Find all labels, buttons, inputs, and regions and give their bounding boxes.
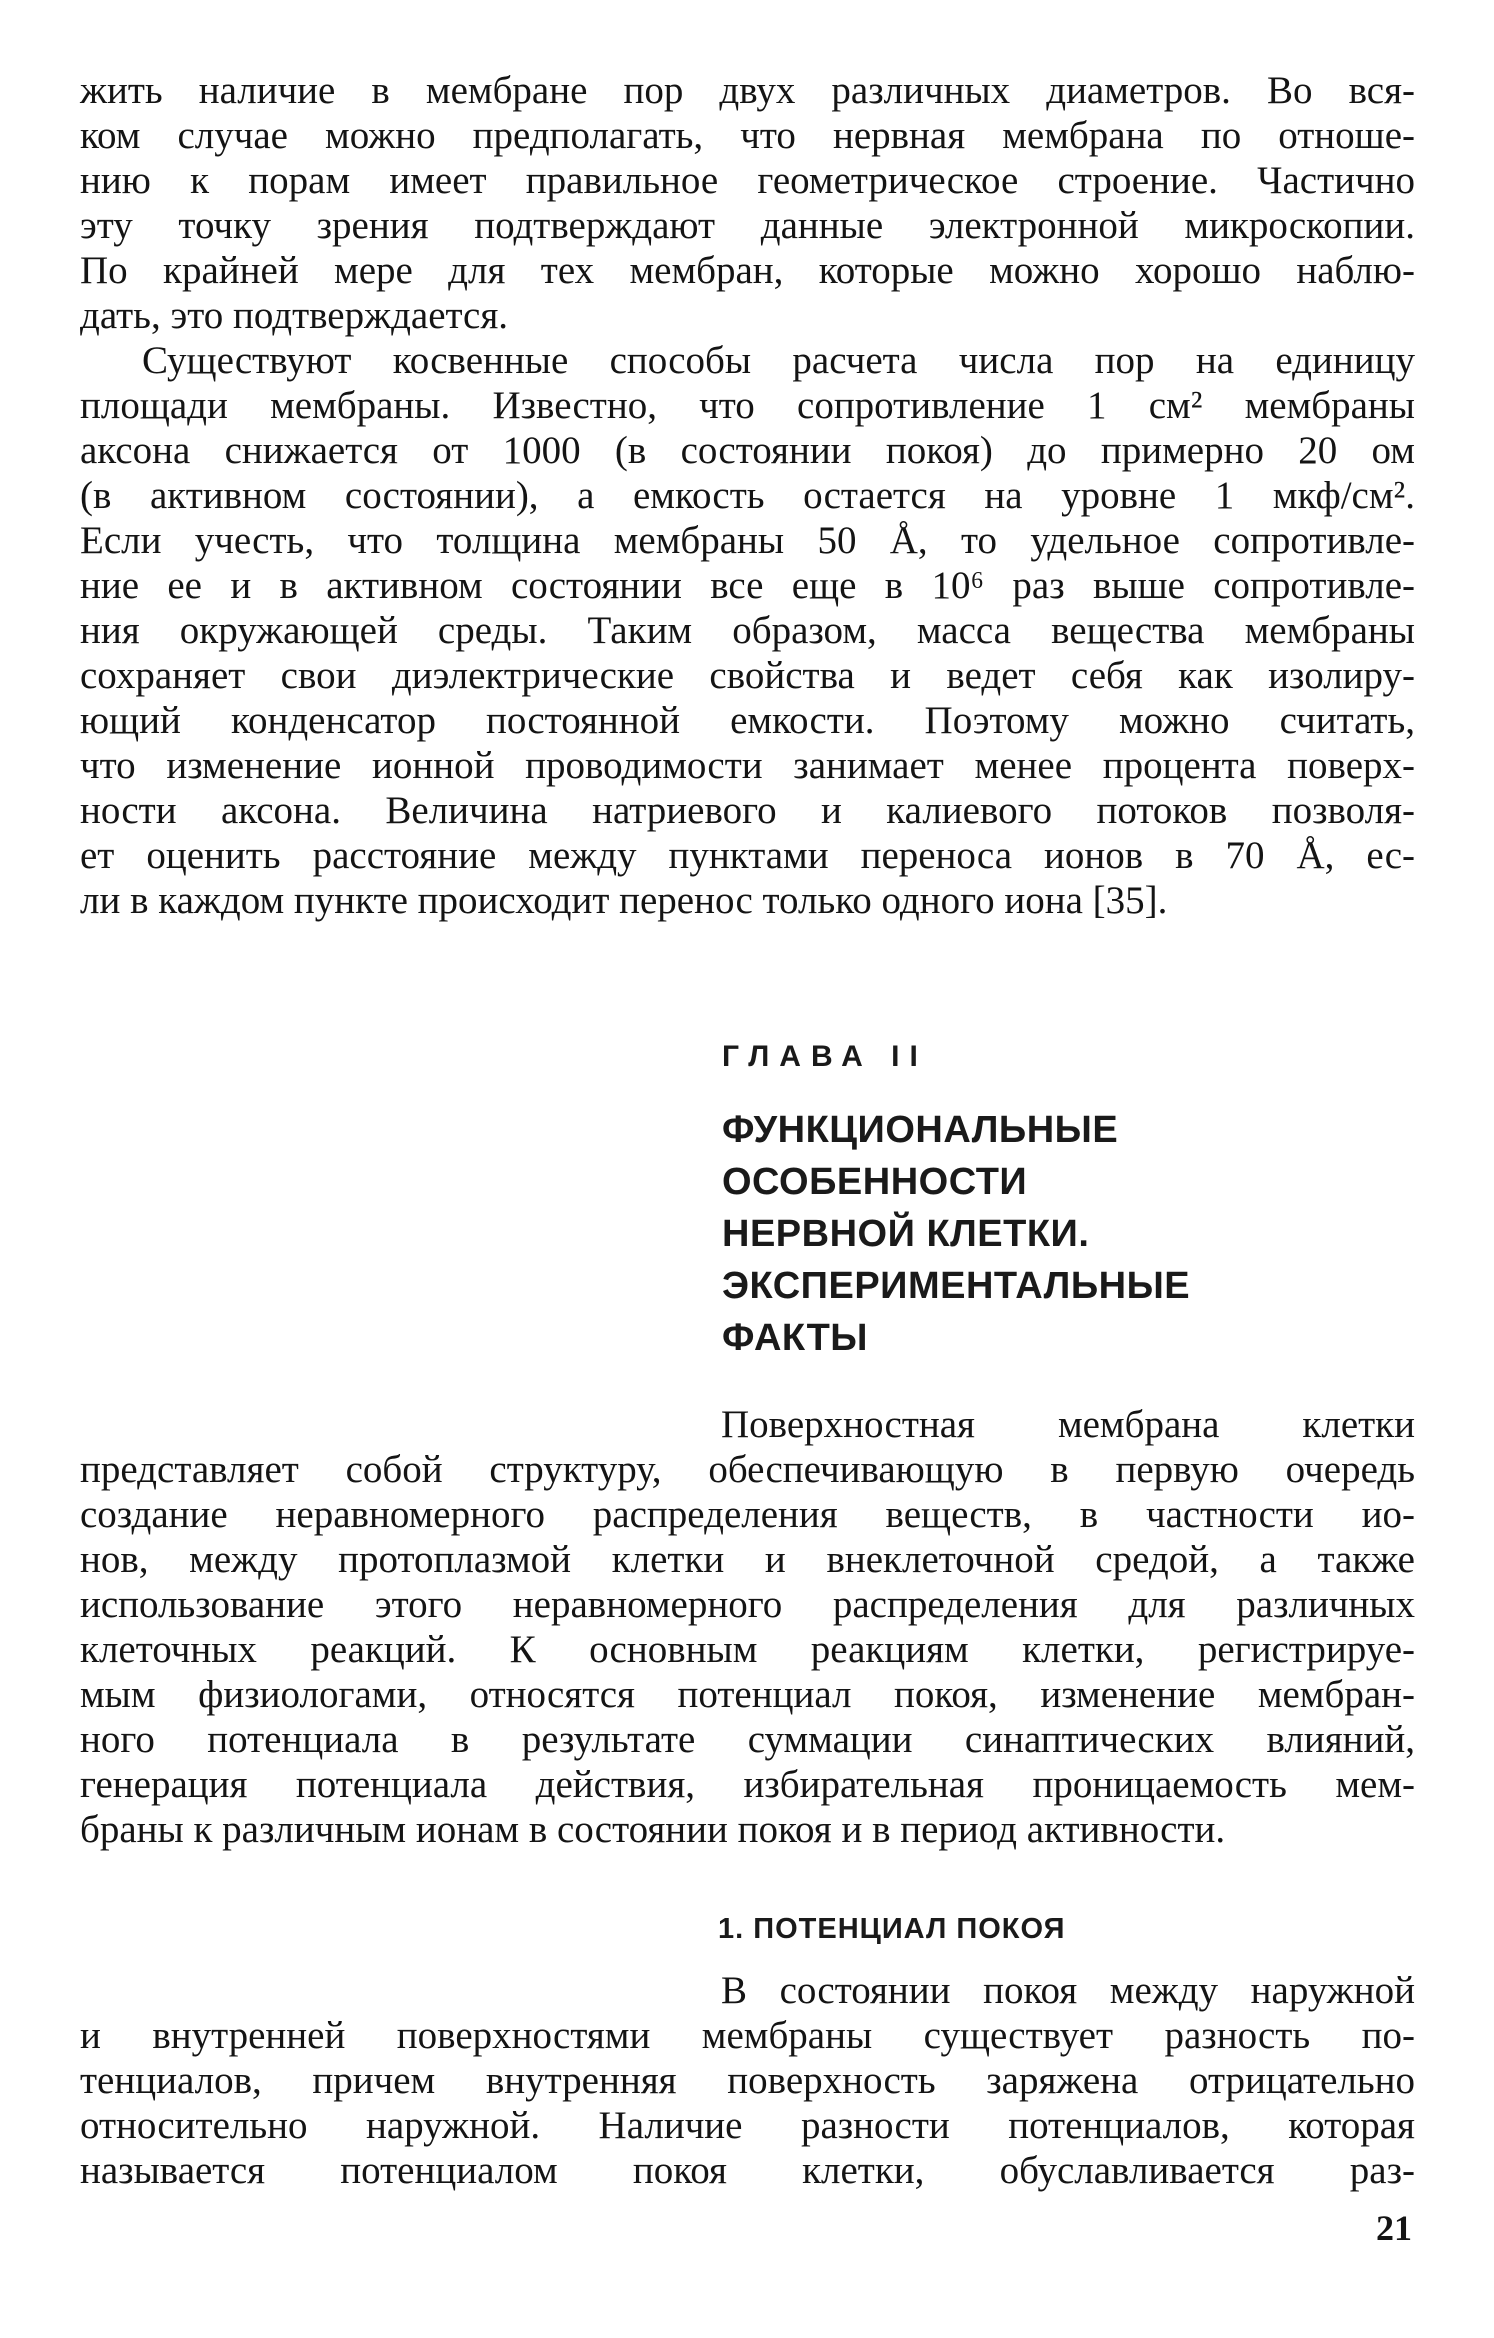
- chapter-title-line: ОСОБЕННОСТИ: [722, 1161, 1028, 1203]
- text-line: (в активном состоянии), а емкость остается на уровне 1 мкф/см².: [80, 474, 1415, 517]
- text-line: дать, это подтверждается.: [80, 294, 509, 337]
- text-line: Если учесть, что толщина мембраны 50 Å, то удельное сопротивле-: [80, 519, 1415, 562]
- text-line: тенциалов, причем внутренняя поверхность заряжена отрицательно: [80, 2059, 1415, 2102]
- text-line: По крайней мере для тех мембран, которые можно хорошо наблю-: [80, 249, 1415, 292]
- text-line: что изменение ионной проводимости занимает менее процента поверх-: [80, 744, 1415, 787]
- text-line: относительно наружной. Наличие разности потенциалов, которая: [80, 2104, 1415, 2147]
- text-line: ние ее и в активном состоянии все еще в 10⁶ раз выше сопротивле-: [80, 564, 1415, 607]
- text-line: жить наличие в мембране пор двух различных диаметров. Во вся-: [80, 69, 1415, 112]
- text-line: использование этого неравномерного распределения для различных: [80, 1583, 1415, 1626]
- text-line: ли в каждом пункте происходит перенос только одного иона [35].: [80, 879, 1168, 922]
- text-line: и внутренней поверхностями мембраны существует разность по-: [80, 2014, 1415, 2057]
- text-line: создание неравномерного распределения веществ, в частности ио-: [80, 1493, 1415, 1536]
- text-line: ного потенциала в результате суммации синаптических влияний,: [80, 1718, 1415, 1761]
- chapter-title: [722, 1104, 1190, 1364]
- text-line: сохраняет свои диэлектрические свойства и ведет себя как изолиру-: [80, 654, 1415, 697]
- text-line: генерация потенциала действия, избирательная проницаемость мем-: [80, 1763, 1415, 1806]
- text-line: браны к различным ионам в состоянии покоя и в период активности.: [80, 1808, 1226, 1851]
- text-line: мым физиологами, относятся потенциал покоя, изменение мембран-: [80, 1673, 1415, 1716]
- chapter-title-line: ФАКТЫ: [722, 1317, 868, 1359]
- text-line: ком случае можно предполагать, что нервная мембрана по отноше-: [80, 114, 1415, 157]
- text-line: площади мембраны. Известно, что сопротивление 1 см² мембраны: [80, 384, 1415, 427]
- page-number: 21: [1376, 2208, 1412, 2248]
- text-line: В состоянии покоя между наружной: [721, 1969, 1415, 2012]
- paragraph-3: [80, 1402, 1415, 1852]
- paragraph-1: [80, 68, 1415, 338]
- text-line: называется потенциалом покоя клетки, обуславливается раз-: [80, 2149, 1415, 2192]
- text-line: Существуют косвенные способы расчета числа пор на единицу: [142, 339, 1415, 382]
- text-line: эту точку зрения подтверждают данные электронной микроскопии.: [80, 204, 1415, 247]
- text-line: ет оценить расстояние между пунктами переноса ионов в 70 Å, ес-: [80, 834, 1415, 877]
- section-title: 1. ПОТЕНЦИАЛ ПОКОЯ: [718, 1913, 1066, 1945]
- text-line: представляет собой структуру, обеспечивающую в первую очередь: [80, 1448, 1415, 1491]
- chapter-title-line: НЕРВНОЙ КЛЕТКИ.: [722, 1213, 1090, 1255]
- chapter-title-line: ФУНКЦИОНАЛЬНЫЕ: [722, 1109, 1119, 1151]
- chapter-label: ГЛАВА II: [722, 1040, 928, 1073]
- paragraph-2: [80, 338, 1415, 923]
- text-line: аксона снижается от 1000 (в состоянии покоя) до примерно 20 ом: [80, 429, 1415, 472]
- text-line: нов, между протоплазмой клетки и внеклеточной средой, а также: [80, 1538, 1415, 1581]
- text-line: ния окружающей среды. Таким образом, масса вещества мембраны: [80, 609, 1415, 652]
- chapter-title-line: ЭКСПЕРИМЕНТАЛЬНЫЕ: [722, 1265, 1191, 1307]
- paragraph-4: [80, 1968, 1415, 2193]
- text-line: ющий конденсатор постоянной емкости. Поэтому можно считать,: [80, 699, 1415, 742]
- text-line: клеточных реакций. К основным реакциям клетки, регистрируе-: [80, 1628, 1415, 1671]
- text-line: ности аксона. Величина натриевого и калиевого потоков позволя-: [80, 789, 1415, 832]
- text-line: Поверхностная мембрана клетки: [721, 1403, 1415, 1446]
- text-line: нию к порам имеет правильное геометрическое строение. Частично: [80, 159, 1415, 202]
